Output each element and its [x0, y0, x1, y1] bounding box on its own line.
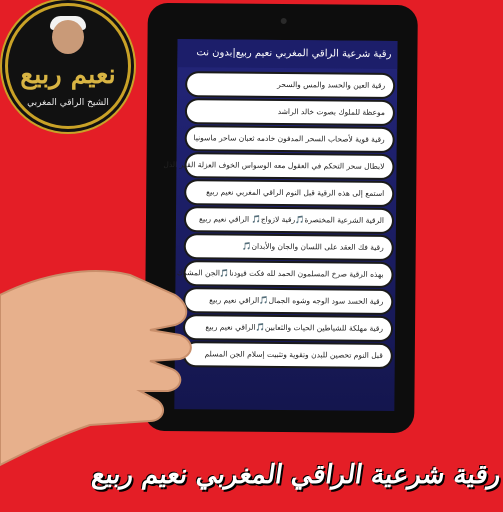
list-item[interactable]: رقية الحسد سود الوجه وشوه الجمال🎵الراقي نعيم ربيع — [185, 289, 391, 313]
hand-illustration — [0, 235, 250, 475]
list-item[interactable]: لابطال سحر التحكم في العقول معه الوسواس الخوف العزلة القهر الذل — [186, 154, 392, 178]
camera-icon — [281, 18, 287, 24]
avatar — [52, 20, 84, 54]
logo-script: نعيم ربيع — [20, 60, 116, 90]
list-item[interactable]: بهذه الرقية صرخ المسلمون الحمد لله فكت قيودنا🎵الجن المشرك — [185, 262, 391, 286]
list-item[interactable]: رقية قوية لأصحاب السحر المدفون خادمه ثعبان ساحر ماسونيا — [187, 127, 393, 151]
list-item[interactable]: رقية فك العقد على اللسان والجان والأبدان🎵 — [186, 235, 392, 259]
list-item[interactable]: موعظة للملوك بصوت خالد الراشد — [187, 100, 393, 124]
list-item[interactable]: الرقية الشرعية المختصرة🎵رقية لازواج🎵 الراقي نعيم ربيع — [186, 208, 392, 232]
list-item[interactable]: رقية مهلكة للشياطين الحيات والثعابين🎵الراقي نعيم ربيع — [185, 316, 391, 340]
logo-subtitle: الشيخ الراقي المغربي — [27, 98, 109, 108]
list-item[interactable]: رقية العين والحسد والمس والسحر — [187, 73, 393, 97]
list-item[interactable]: استمع إلى هذه الرقية قبل النوم الراقي المغربي نعيم ربيع — [186, 181, 392, 205]
app-header-title: رقية شرعية الراقي المغربي نعيم ربيع|بدون نت — [177, 39, 397, 69]
logo-badge — [8, 6, 128, 126]
list-item[interactable]: قبل النوم تحصين للبدن وتقوية وتثبيت إسلام الجن المسلم — [185, 343, 391, 367]
footer-title: رقية شرعية الراقي المغربي نعيم ربيع — [89, 460, 503, 490]
